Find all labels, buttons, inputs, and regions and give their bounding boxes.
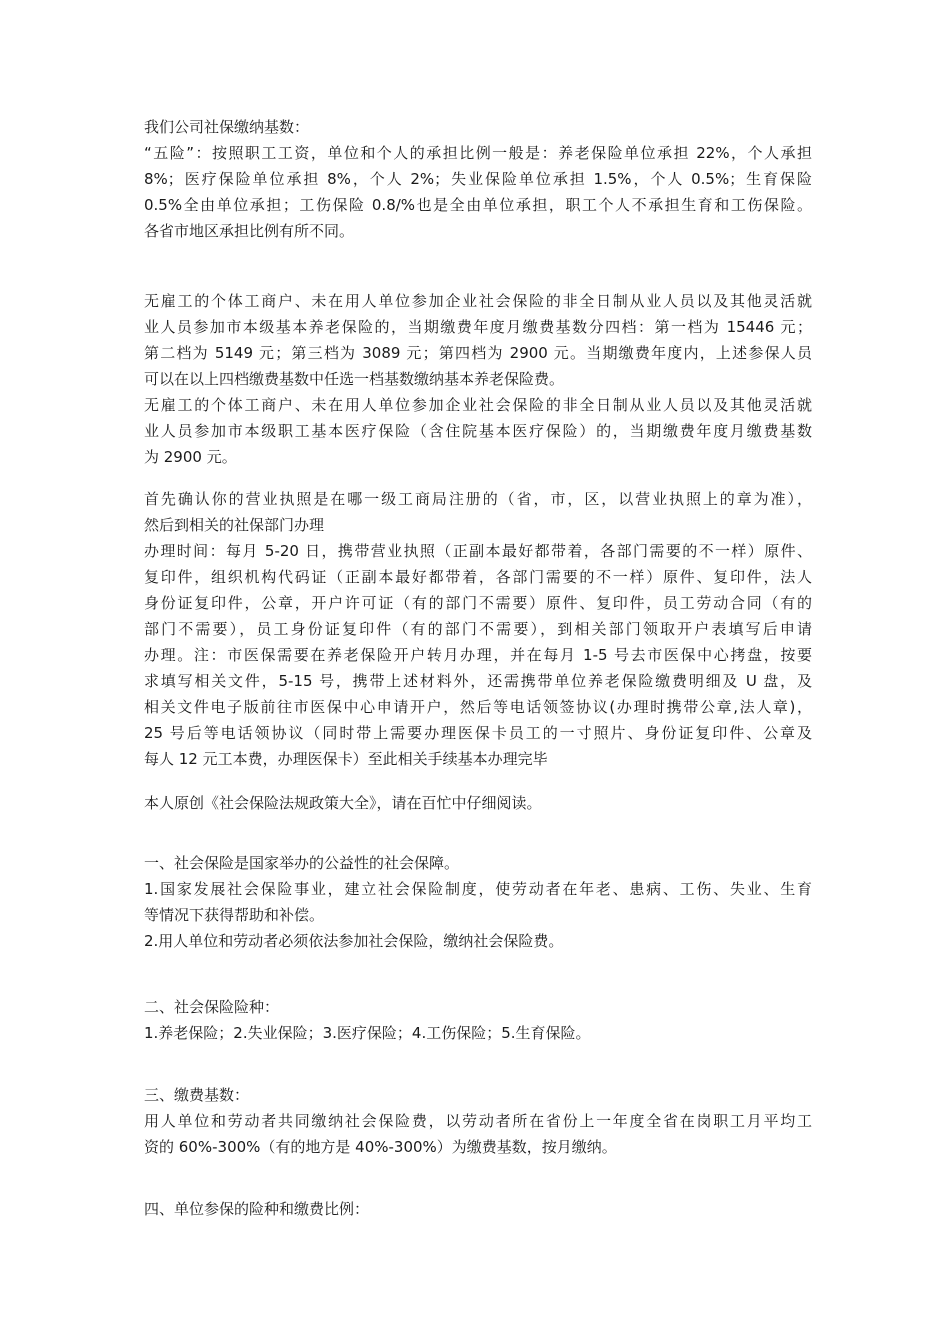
text-line: 身份证复印件，公章，开户许可证（有的部门不需要）原件、复印件，员工劳动合同（有的	[144, 594, 812, 612]
text-line: 25 号后等电话领协议（同时带上需要办理医保卡员工的一寸照片、身份证复印件、公章及	[144, 724, 812, 742]
text-line: 1.养老保险；2.失业保险；3.医疗保险；4.工伤保险；5.生育保险。	[144, 1024, 591, 1042]
section-heading: 二、社会保险险种：	[144, 998, 280, 1016]
section-insurance-types	[144, 994, 812, 1046]
section-unit-insurance-ratios	[144, 1196, 812, 1222]
text-line: 无雇工的个体工商户、未在用人单位参加企业社会保险的非全日制从业人员以及其他灵活就	[144, 292, 812, 310]
text-line: 2.用人单位和劳动者必须依法参加社会保险，缴纳社会保险费。	[144, 932, 564, 950]
text-line: 每人 12 元工本费，办理医保卡）至此相关手续基本办理完毕	[144, 750, 548, 768]
text-line: 首先确认你的营业执照是在哪一级工商局注册的（省，市，区，以营业执照上的章为准），	[144, 490, 812, 508]
text-line: 业人员参加市本级基本养老保险的，当期缴费年度月缴费基数分四档：第一档为 15446 元；	[144, 318, 812, 336]
text-line: 为 2900 元。	[144, 448, 237, 466]
text-line: 相关文件电子版前往市医保中心申请开户，然后等电话领签协议(办理时携带公章,法人章)，	[144, 698, 812, 716]
text-line: 1.国家发展社会保险事业，建立社会保险制度，使劳动者在年老、患病、工伤、失业、生育	[144, 880, 812, 898]
text-line: 各省市地区承担比例有所不同。	[144, 222, 355, 240]
section-public-welfare	[144, 850, 812, 954]
text-line: 无雇工的个体工商户、未在用人单位参加企业社会保险的非全日制从业人员以及其他灵活就	[144, 396, 812, 414]
contribution-basis-section	[144, 114, 812, 244]
text-line: 办理时间：每月 5-20 日，携带营业执照（正副本最好都带着，各部门需要的不一样）原件、	[144, 542, 812, 560]
section-heading: 一、社会保险是国家举办的公益性的社会保障。	[144, 854, 460, 872]
text-line: 然后到相关的社保部门办理	[144, 516, 325, 534]
text-line: 8%；医疗保险单位承担 8%，个人 2%；失业保险单位承担 1.5%，个人 0.5%；生育保险	[144, 170, 812, 188]
text-line: 可以在以上四档缴费基数中任选一档基数缴纳基本养老保险费。	[144, 370, 565, 388]
text-line: 部门不需要），员工身份证复印件（有的部门不需要），到相关部门领取开户表填写后申请	[144, 620, 812, 638]
text-line: 办理。注：市医保需要在养老保险开户转月办理，并在每月 1-5 号去市医保中心拷盘，按要	[144, 646, 812, 664]
flexible-employment-section	[144, 288, 812, 470]
registration-procedure-section	[144, 486, 812, 772]
text-line: 我们公司社保缴纳基数：	[144, 118, 310, 136]
text-line: 等情况下获得帮助和补偿。	[144, 906, 325, 924]
text-line: 业人员参加市本级职工基本医疗保险（含住院基本医疗保险）的，当期缴费年度月缴费基数	[144, 422, 812, 440]
text-line: 求填写相关文件，5-15 号，携带上述材料外，还需携带单位养老保险缴费明细及 U 盘，及	[144, 672, 812, 690]
intro-section	[144, 790, 812, 816]
text-line: 本人原创《社会保险法规政策大全》，请在百忙中仔细阅读。	[144, 794, 542, 812]
text-line: 第二档为 5149 元；第三档为 3089 元；第四档为 2900 元。当期缴费年度内，上述参保人员	[144, 344, 812, 362]
section-heading: 四、单位参保的险种和缴费比例：	[144, 1200, 370, 1218]
text-line: 用人单位和劳动者共同缴纳社会保险费，以劳动者所在省份上一年度全省在岗职工月平均工	[144, 1112, 812, 1130]
section-contribution-base	[144, 1082, 812, 1160]
text-line: 复印件，组织机构代码证（正副本最好都带着，各部门需要的不一样）原件、复印件，法人	[144, 568, 812, 586]
text-line: “五险”：按照职工工资，单位和个人的承担比例一般是：养老保险单位承担 22%，个人承担	[144, 144, 812, 162]
text-line: 资的 60%-300%（有的地方是 40%-300%）为缴费基数，按月缴纳。	[144, 1138, 617, 1156]
text-line: 0.5%全由单位承担；工伤保险 0.8/%也是全由单位承担，职工个人不承担生育和工伤保险。	[144, 196, 812, 214]
section-heading: 三、缴费基数：	[144, 1086, 250, 1104]
